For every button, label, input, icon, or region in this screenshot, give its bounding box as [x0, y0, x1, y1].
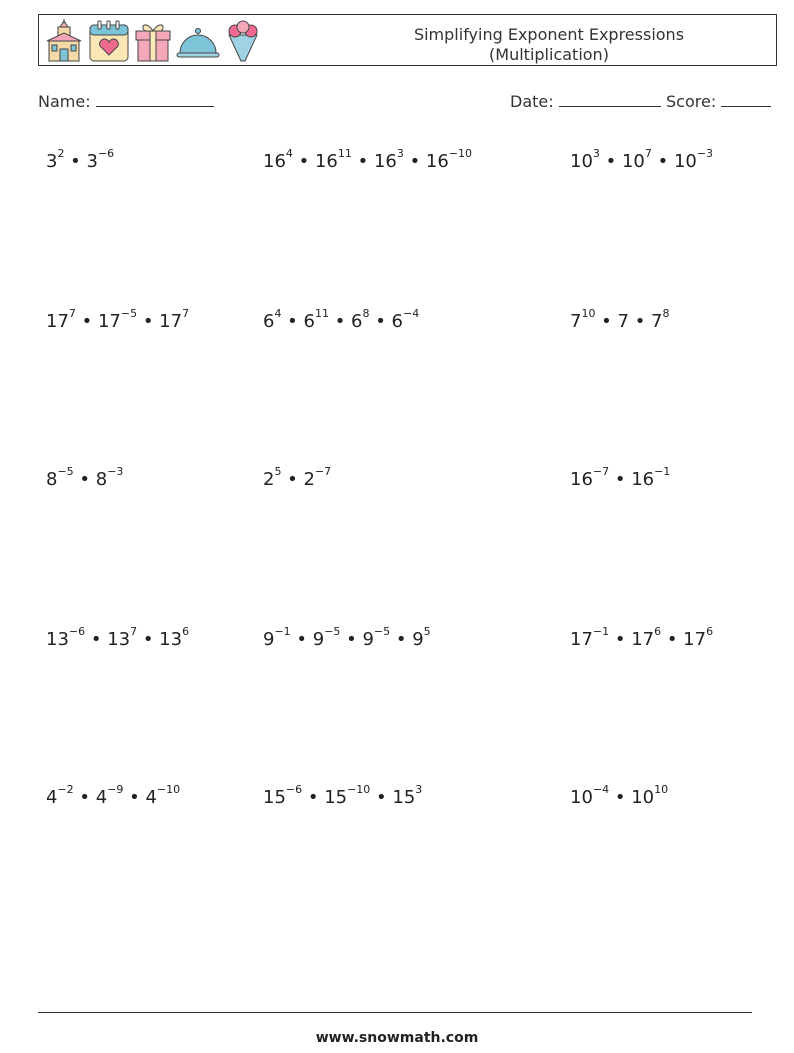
term-exponent: −4	[592, 783, 610, 796]
term-base: 7	[651, 311, 663, 332]
operator: •	[328, 311, 352, 332]
header-icons	[43, 19, 263, 63]
term-base: 17	[46, 311, 69, 332]
operator: •	[281, 311, 304, 332]
operator: •	[661, 629, 684, 650]
term-exponent: −5	[324, 625, 341, 638]
term-base: 16	[373, 151, 397, 172]
term-exponent: 3	[396, 147, 404, 160]
cloche-icon	[175, 19, 221, 63]
problem-14	[263, 783, 423, 808]
problem-2	[263, 147, 473, 172]
title-line-2: (Multiplication)	[489, 45, 609, 64]
operator: •	[599, 151, 622, 172]
term-exponent: −1	[654, 465, 671, 478]
term-exponent: −4	[403, 307, 420, 320]
term-exponent: 11	[314, 307, 329, 320]
score-label: Score:	[666, 92, 717, 111]
term-base: 13	[107, 629, 131, 650]
term-exponent: 4	[285, 147, 293, 160]
name-field[interactable]	[38, 92, 214, 111]
term-exponent: −3	[696, 147, 714, 160]
problem-1	[46, 147, 115, 172]
operator: •	[369, 311, 392, 332]
operator: •	[73, 469, 96, 490]
term-base: 15	[324, 787, 348, 808]
problem-13	[46, 783, 181, 808]
term-base: 10	[570, 151, 593, 172]
operator: •	[281, 469, 304, 490]
term-exponent: −6	[285, 783, 303, 796]
problem-6	[570, 307, 670, 332]
date-blank[interactable]	[559, 92, 661, 107]
term-exponent: −5	[373, 625, 391, 638]
score-field[interactable]	[666, 92, 771, 111]
footer-divider	[38, 1012, 752, 1013]
term-base: 9	[362, 629, 374, 650]
term-exponent: 3	[592, 147, 600, 160]
term-base: 17	[570, 629, 593, 650]
operator: •	[351, 151, 374, 172]
date-label: Date:	[510, 92, 554, 111]
term-base: 13	[159, 629, 183, 650]
term-base: 2	[303, 469, 315, 490]
term-exponent: 7	[644, 147, 652, 160]
term-exponent: −5	[120, 307, 138, 320]
operator: •	[403, 151, 426, 172]
term-exponent: −5	[57, 465, 74, 478]
term-exponent: −7	[592, 465, 610, 478]
term-base: 8	[46, 469, 58, 490]
term-base: 3	[46, 151, 58, 172]
term-base: 17	[159, 311, 183, 332]
term-exponent: −2	[57, 783, 74, 796]
term-base: 17	[683, 629, 707, 650]
operator: •	[595, 311, 618, 332]
term-exponent: 5	[274, 465, 282, 478]
operator: •	[85, 629, 108, 650]
problem-10	[46, 625, 190, 650]
operator: •	[340, 629, 363, 650]
term-base: 16	[314, 151, 338, 172]
term-exponent: −6	[68, 625, 86, 638]
term-base: 2	[263, 469, 275, 490]
term-base: 15	[392, 787, 416, 808]
term-exponent: −3	[107, 465, 124, 478]
operator: •	[123, 787, 146, 808]
term-base: 10	[673, 151, 697, 172]
term-exponent: 6	[654, 625, 662, 638]
term-base: 6	[303, 311, 315, 332]
term-exponent: −10	[347, 783, 371, 796]
term-base: 10	[631, 787, 655, 808]
term-exponent: 3	[415, 783, 423, 796]
name-label: Name:	[38, 92, 91, 111]
term-base: 4	[95, 787, 108, 808]
gift-icon	[133, 19, 173, 63]
term-exponent: 7	[130, 625, 138, 638]
term-exponent: 11	[337, 147, 352, 160]
operator: •	[75, 311, 98, 332]
term-base: 6	[351, 311, 363, 332]
operator: •	[64, 151, 87, 172]
problem-4	[46, 307, 190, 332]
term-exponent: 10	[581, 307, 596, 320]
problem-9	[570, 465, 671, 490]
church-icon	[43, 19, 85, 63]
term-exponent: −9	[107, 783, 124, 796]
term-exponent: −10	[448, 147, 473, 160]
term-exponent: 4	[274, 307, 282, 320]
term-exponent: −10	[156, 783, 181, 796]
term-exponent: −7	[314, 465, 332, 478]
term-exponent: 8	[662, 307, 670, 320]
operator: •	[370, 787, 393, 808]
name-blank[interactable]	[96, 92, 214, 107]
worksheet-title	[399, 25, 699, 65]
term-exponent: −1	[274, 625, 291, 638]
footer-url: www.snowmath.com	[315, 1030, 479, 1046]
problem-12	[570, 625, 714, 650]
operator: •	[137, 629, 160, 650]
term-base: 6	[391, 311, 403, 332]
bouquet-icon	[223, 19, 263, 63]
term-base: 17	[97, 311, 121, 332]
term-base: 16	[263, 151, 286, 172]
term-base: 16	[631, 469, 655, 490]
operator: •	[302, 787, 325, 808]
term-base: 3	[86, 151, 98, 172]
date-field[interactable]	[510, 92, 661, 111]
operator: •	[628, 311, 652, 332]
problem-15	[570, 783, 669, 808]
term-base: 9	[263, 629, 275, 650]
term-base: 15	[263, 787, 286, 808]
term-exponent: 2	[57, 147, 65, 160]
problem-8	[263, 465, 332, 490]
term-exponent: 10	[654, 783, 669, 796]
operator: •	[651, 151, 674, 172]
operator: •	[137, 311, 160, 332]
operator: •	[609, 629, 632, 650]
term-base: 9	[312, 629, 325, 650]
operator: •	[73, 787, 96, 808]
term-base: 7	[617, 311, 629, 332]
term-base: 13	[46, 629, 69, 650]
problem-3	[570, 147, 714, 172]
term-exponent: 5	[423, 625, 431, 638]
problem-11	[263, 625, 431, 650]
operator: •	[292, 151, 315, 172]
operator: •	[390, 629, 413, 650]
term-exponent: 7	[182, 307, 190, 320]
term-base: 4	[145, 787, 157, 808]
term-exponent: 6	[706, 625, 714, 638]
term-base: 16	[425, 151, 449, 172]
term-base: 6	[263, 311, 275, 332]
term-base: 10	[570, 787, 593, 808]
term-exponent: −6	[97, 147, 115, 160]
operator: •	[609, 469, 632, 490]
operator: •	[290, 629, 313, 650]
problem-7	[46, 465, 124, 490]
score-blank[interactable]	[721, 92, 771, 107]
term-exponent: −1	[592, 625, 610, 638]
operator: •	[609, 787, 632, 808]
term-base: 7	[570, 311, 582, 332]
problem-5	[263, 307, 420, 332]
title-line-1: Simplifying Exponent Expressions	[413, 25, 685, 44]
calendar-heart-icon	[87, 19, 131, 63]
worksheet-header	[38, 14, 777, 66]
term-base: 10	[621, 151, 645, 172]
term-base: 17	[631, 629, 655, 650]
term-exponent: 7	[68, 307, 76, 320]
term-exponent: 6	[182, 625, 190, 638]
term-base: 8	[95, 469, 108, 490]
term-base: 16	[570, 469, 593, 490]
term-exponent: 8	[362, 307, 370, 320]
term-base: 9	[412, 629, 424, 650]
term-base: 4	[46, 787, 58, 808]
